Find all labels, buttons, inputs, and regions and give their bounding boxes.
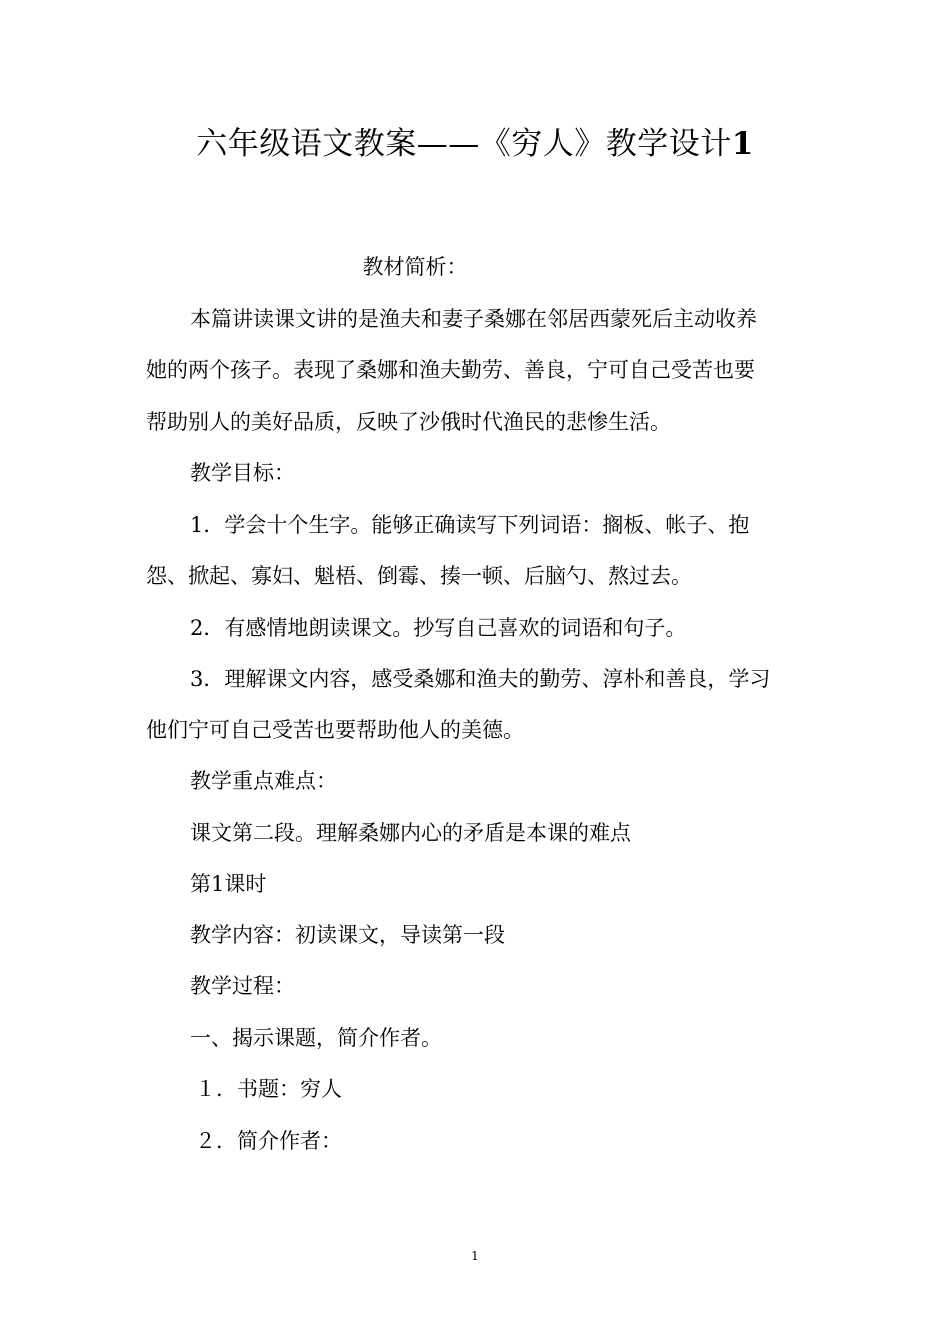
section-heading-analysis: 教材简析： [362,255,468,279]
title-text: 六年级语文教案——《穷人》教学设计 [196,126,732,162]
goal-number: 3 [190,667,204,691]
goal-text: ．有感情地朗读课文。抄写自己喜欢的词语和句子。 [203,616,687,640]
paragraph-line: 帮助别人的美好品质，反映了沙俄时代渔民的悲惨生活。 [146,410,671,434]
goal-number: 1 [190,513,204,537]
lesson-suffix: 课时 [224,872,267,896]
goal-text: ．学会十个生字。能够正确读写下列词语：搁板、帐子、抱 [203,513,750,537]
process-step-1: 一、揭示课题，简介作者。 [190,1026,442,1050]
section-heading-key-points: 教学重点难点： [190,769,337,793]
lesson-period [190,869,266,899]
paragraph-line: 他们宁可自己受苦也要帮助他人的美德。 [146,718,524,742]
paragraph-line: 怨、掀起、寡妇、魁梧、倒霉、揍一顿、后脑勺、熬过去。 [146,564,692,588]
teaching-content: 教学内容：初读课文，导读第一段 [190,923,505,947]
page-number: 1 [471,1249,479,1263]
section-heading-goals: 教学目标： [190,461,295,485]
paragraph-line: 课文第二段。理解桑娜内心的矛盾是本课的难点 [190,821,631,845]
goal-number: 2 [190,616,204,640]
document-title [0,122,950,166]
lesson-prefix: 第 [190,872,211,896]
goal-item-1 [190,510,749,540]
goal-text: ．理解课文内容，感受桑娜和渔夫的勤劳、淳朴和善良，学习 [203,667,771,691]
process-substep-2: ２．简介作者： [195,1129,342,1153]
lesson-number: 1 [211,872,225,896]
paragraph-line: 她的两个孩子。表现了桑娜和渔夫勤劳、善良，宁可自己受苦也要 [146,358,755,382]
paragraph-line: 本篇讲读课文讲的是渔夫和妻子桑娜在邻居西蒙死后主动收养 [190,307,757,331]
goal-item-3 [190,664,770,694]
process-substep-1: １．书题：穷人 [195,1077,342,1101]
title-number: 1 [731,126,754,162]
goal-item-2 [190,613,686,643]
section-heading-process: 教学过程： [190,974,295,998]
